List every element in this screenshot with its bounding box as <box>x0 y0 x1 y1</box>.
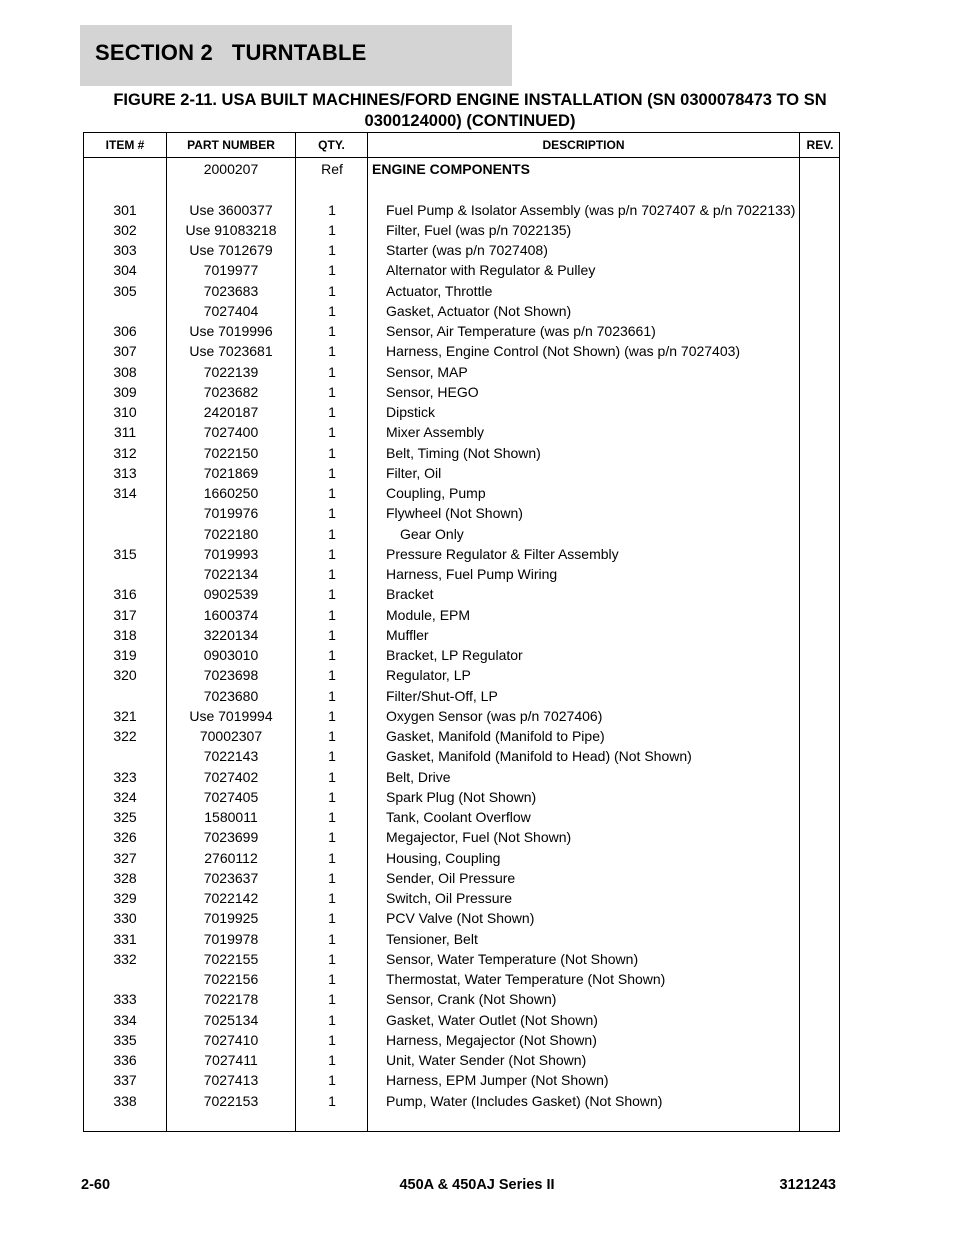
page-number: 2-60 <box>81 1177 111 1193</box>
description: Housing, Coupling <box>386 849 501 866</box>
quantity: Ref <box>321 161 343 177</box>
item-number: 320 <box>113 667 137 684</box>
table-row <box>84 726 839 746</box>
description: Gasket, Water Outlet (Not Shown) <box>386 1011 598 1028</box>
part-number: 7027413 <box>203 1072 259 1089</box>
quantity: 1 <box>328 971 336 987</box>
part-number: 7023698 <box>203 667 259 684</box>
description: Flywheel (Not Shown) <box>386 505 523 522</box>
table-row <box>84 544 839 564</box>
quantity: 1 <box>328 687 336 704</box>
table-row <box>84 584 839 604</box>
table-row <box>84 321 839 341</box>
part-number: Use 7023681 <box>189 343 273 360</box>
quantity: 1 <box>328 282 336 299</box>
description: Harness, Megajector (Not Shown) <box>386 1031 597 1048</box>
table-row <box>84 564 839 584</box>
part-number: Use 91083218 <box>185 221 277 238</box>
quantity: 1 <box>328 1031 336 1048</box>
description: Megajector, Fuel (Not Shown) <box>386 829 572 846</box>
part-number: Use 7012679 <box>189 242 273 258</box>
description: Sensor, Crank (Not Shown) <box>386 991 557 1008</box>
table-row <box>84 787 839 807</box>
quantity: 1 <box>328 788 336 805</box>
part-number: 7019925 <box>203 910 259 927</box>
description: Tensioner, Belt <box>386 930 478 947</box>
quantity: 1 <box>328 849 336 866</box>
quantity: 1 <box>328 809 336 825</box>
description: Unit, Water Sender (Not Shown) <box>386 1052 587 1068</box>
table-row <box>84 989 839 1009</box>
table-row <box>84 686 839 706</box>
quantity: 1 <box>328 323 336 339</box>
item-number: 311 <box>113 424 137 441</box>
table-row <box>84 220 839 240</box>
model-name: 450A & 450AJ Series II <box>399 1177 555 1193</box>
description: Gear Only <box>400 525 464 542</box>
part-number: 7023699 <box>203 829 259 846</box>
quantity: 1 <box>328 302 336 319</box>
item-number: 332 <box>113 950 137 967</box>
part-number: 7022142 <box>203 890 259 906</box>
description: Muffler <box>386 626 429 643</box>
description: Belt, Timing (Not Shown) <box>386 444 541 461</box>
item-number: 322 <box>113 728 137 744</box>
part-number: 2000207 <box>203 161 259 177</box>
description: Thermostat, Water Temperature (Not Shown) <box>386 971 666 987</box>
quantity: 1 <box>328 262 336 279</box>
item-number: 335 <box>113 1031 137 1048</box>
quantity: 1 <box>328 991 336 1008</box>
table-row <box>84 969 839 989</box>
part-number: 7022180 <box>203 525 259 542</box>
document-number: 3121243 <box>779 1177 836 1193</box>
quantity: 1 <box>328 869 336 886</box>
description: Oxygen Sensor (was p/n 7027406) <box>386 707 603 724</box>
item-number: 315 <box>113 545 137 562</box>
table-row <box>84 1070 839 1090</box>
table-row <box>84 807 839 827</box>
description: Pump, Water (Includes Gasket) (Not Shown) <box>386 1092 663 1109</box>
item-number: 338 <box>113 1092 137 1109</box>
description: Sensor, MAP <box>386 363 468 380</box>
item-number: 305 <box>113 282 137 299</box>
description: Sender, Oil Pressure <box>386 869 516 886</box>
part-number: 2760112 <box>204 849 258 866</box>
description: PCV Valve (Not Shown) <box>386 910 535 927</box>
item-number: 312 <box>113 444 137 461</box>
description: Bracket, LP Regulator <box>386 647 523 663</box>
description: Pressure Regulator & Filter Assembly <box>386 545 619 562</box>
quantity: 1 <box>328 930 336 947</box>
item-number: 321 <box>113 707 137 724</box>
part-number: 0903010 <box>203 647 259 663</box>
part-number: 3220134 <box>203 626 259 643</box>
quantity: 1 <box>328 505 336 522</box>
item-number: 331 <box>113 930 137 947</box>
table-row <box>84 200 839 220</box>
item-number: 317 <box>113 606 137 623</box>
table-row <box>84 301 839 321</box>
table-row <box>84 625 839 645</box>
description: Sensor, Water Temperature (Not Shown) <box>386 950 639 967</box>
description: Mixer Assembly <box>386 424 485 441</box>
part-number: 7022178 <box>203 991 259 1008</box>
description: Filter, Oil <box>386 464 442 481</box>
item-number: 314 <box>113 485 137 501</box>
part-number: 7022143 <box>203 748 259 765</box>
table-row <box>84 949 839 969</box>
table-row <box>84 402 839 422</box>
item-number: 328 <box>113 869 137 886</box>
item-number: 327 <box>113 849 137 866</box>
table-row <box>84 483 839 503</box>
table-row <box>84 1010 839 1030</box>
table-row <box>84 848 839 868</box>
part-number: 1660250 <box>203 485 259 501</box>
quantity: 1 <box>328 768 336 785</box>
table-row <box>84 341 839 361</box>
table-row <box>84 1050 839 1070</box>
description: Regulator, LP <box>386 667 471 684</box>
quantity: 1 <box>328 485 336 501</box>
item-number: 313 <box>113 464 137 481</box>
item-number: 325 <box>113 809 137 825</box>
quantity: 1 <box>328 1092 336 1109</box>
table-row <box>84 665 839 685</box>
item-number: 302 <box>113 221 137 238</box>
quantity: 1 <box>328 201 336 218</box>
table-row <box>84 179 839 199</box>
part-number: 7027400 <box>203 424 259 441</box>
part-number: 7022155 <box>203 950 259 967</box>
part-number: 7027405 <box>203 788 259 805</box>
part-number: 7022134 <box>203 566 259 582</box>
header-qty: QTY. <box>318 138 345 152</box>
table-row <box>84 382 839 402</box>
part-number: 1600374 <box>203 606 259 623</box>
item-number: 334 <box>113 1011 137 1028</box>
description: Gasket, Manifold (Manifold to Pipe) <box>386 728 605 744</box>
quantity: 1 <box>328 242 336 258</box>
description: Fuel Pump & Isolator Assembly (was p/n 7027407 & p/n 7022133) <box>386 201 796 218</box>
item-number: 336 <box>113 1052 137 1068</box>
item-number: 323 <box>113 768 137 785</box>
quantity: 1 <box>328 1052 336 1068</box>
description: Filter, Fuel (was p/n 7022135) <box>386 221 572 238</box>
part-number: 2420187 <box>203 404 259 420</box>
item-number: 326 <box>113 829 137 846</box>
item-number: 329 <box>113 890 137 906</box>
quantity: 1 <box>328 910 336 927</box>
quantity: 1 <box>328 444 336 461</box>
part-number: 7027411 <box>204 1052 258 1068</box>
description: Harness, EPM Jumper (Not Shown) <box>386 1072 609 1089</box>
figure-title: FIGURE 2-11. USA BUILT MACHINES/FORD ENGINE INSTALLATION (SN 0300078473 TO SN 0300124000) (CONTINUED) <box>113 91 827 130</box>
description: Coupling, Pump <box>386 485 486 501</box>
quantity: 1 <box>328 586 336 603</box>
table-row <box>84 645 839 665</box>
table-row <box>84 503 839 523</box>
item-number: 309 <box>113 383 137 400</box>
description: Actuator, Throttle <box>386 282 493 299</box>
table-row <box>84 463 839 483</box>
part-number: 7027410 <box>203 1031 259 1048</box>
description: Harness, Engine Control (Not Shown) (was p/n 7027403) <box>386 343 741 360</box>
part-number: 7023637 <box>203 869 259 886</box>
table-row <box>84 1091 839 1111</box>
quantity: 1 <box>328 1011 336 1028</box>
header-rev: REV. <box>806 138 834 152</box>
item-number: 316 <box>113 586 137 603</box>
item-number: 304 <box>113 262 137 279</box>
description: Gasket, Manifold (Manifold to Head) (Not Shown) <box>386 748 692 765</box>
table-row <box>84 605 839 625</box>
quantity: 1 <box>328 464 336 481</box>
table-row <box>84 422 839 442</box>
description: Starter (was p/n 7027408) <box>386 242 548 258</box>
quantity: 1 <box>328 626 336 643</box>
part-number: 1580011 <box>204 809 258 825</box>
section-title: SECTION 2 TURNTABLE <box>95 40 367 65</box>
item-number: 330 <box>113 910 137 927</box>
header-item: ITEM # <box>105 138 145 152</box>
table-row <box>84 706 839 726</box>
part-number: 7019978 <box>203 930 259 947</box>
header-part-number: PART NUMBER <box>187 138 275 152</box>
description: Spark Plug (Not Shown) <box>386 788 537 805</box>
table-row <box>84 281 839 301</box>
part-number: 7021869 <box>203 464 259 481</box>
description: Dipstick <box>386 404 436 420</box>
item-number: 308 <box>113 363 137 380</box>
table-row <box>84 888 839 908</box>
quantity: 1 <box>328 606 336 623</box>
table-row <box>84 767 839 787</box>
table-row <box>84 908 839 928</box>
item-number: 318 <box>113 626 137 643</box>
quantity: 1 <box>328 221 336 238</box>
quantity: 1 <box>328 950 336 967</box>
description: Switch, Oil Pressure <box>386 890 513 906</box>
description: Bracket <box>386 586 434 603</box>
quantity: 1 <box>328 404 336 420</box>
table-row <box>84 260 839 280</box>
quantity: 1 <box>328 829 336 846</box>
quantity: 1 <box>328 343 336 360</box>
description: Filter/Shut-Off, LP <box>386 687 498 704</box>
description: Module, EPM <box>386 606 471 623</box>
item-number: 301 <box>113 201 137 218</box>
item-number: 324 <box>113 788 137 805</box>
table-row <box>84 524 839 544</box>
table-row <box>84 1030 839 1050</box>
parts-table <box>83 132 840 1132</box>
part-number: Use 7019996 <box>189 323 273 339</box>
table-row <box>84 868 839 888</box>
description: ENGINE COMPONENTS <box>372 161 530 177</box>
part-number: 0902539 <box>203 586 259 603</box>
item-number: 333 <box>113 991 137 1008</box>
description: Sensor, Air Temperature (was p/n 7023661) <box>386 323 656 339</box>
part-number: 70002307 <box>199 728 263 744</box>
description: Tank, Coolant Overflow <box>386 809 531 825</box>
description: Alternator with Regulator & Pulley <box>386 262 596 279</box>
item-number: 319 <box>113 647 137 663</box>
table-row <box>84 827 839 847</box>
part-number: 7023680 <box>203 687 259 704</box>
part-number: 7023682 <box>203 383 259 400</box>
part-number: 7019977 <box>203 262 259 279</box>
part-number: 7022156 <box>203 971 259 987</box>
quantity: 1 <box>328 383 336 400</box>
table-row <box>84 746 839 766</box>
table-row <box>84 362 839 382</box>
part-number: Use 3600377 <box>189 201 273 218</box>
table-row <box>84 443 839 463</box>
quantity: 1 <box>328 525 336 542</box>
quantity: 1 <box>328 1072 336 1089</box>
header-description: DESCRIPTION <box>542 138 625 152</box>
quantity: 1 <box>328 748 336 765</box>
table-row <box>84 159 839 179</box>
part-number: 7019976 <box>203 505 259 522</box>
part-number: 7027402 <box>203 768 259 785</box>
item-number: 310 <box>113 404 137 420</box>
part-number: 7019993 <box>203 545 259 562</box>
part-number: 7022150 <box>203 444 259 461</box>
quantity: 1 <box>328 363 336 380</box>
item-number: 337 <box>113 1072 137 1089</box>
quantity: 1 <box>328 707 336 724</box>
part-number: 7022153 <box>203 1092 259 1109</box>
item-number: 307 <box>113 343 137 360</box>
quantity: 1 <box>328 647 336 663</box>
part-number: 7025134 <box>203 1011 259 1028</box>
part-number: 7022139 <box>203 363 259 380</box>
item-number: 306 <box>113 323 137 339</box>
description: Belt, Drive <box>386 768 451 785</box>
table-row <box>84 240 839 260</box>
part-number: 7023683 <box>203 282 259 299</box>
header-divider <box>84 157 839 158</box>
description: Harness, Fuel Pump Wiring <box>386 566 558 582</box>
quantity: 1 <box>328 566 336 582</box>
item-number: 303 <box>113 242 137 258</box>
quantity: 1 <box>328 667 336 684</box>
description: Gasket, Actuator (Not Shown) <box>386 302 572 319</box>
quantity: 1 <box>328 424 336 441</box>
quantity: 1 <box>328 545 336 562</box>
quantity: 1 <box>328 890 336 906</box>
quantity: 1 <box>328 728 336 744</box>
description: Sensor, HEGO <box>386 383 479 400</box>
table-row <box>84 929 839 949</box>
part-number: 7027404 <box>203 302 259 319</box>
part-number: Use 7019994 <box>189 707 273 724</box>
